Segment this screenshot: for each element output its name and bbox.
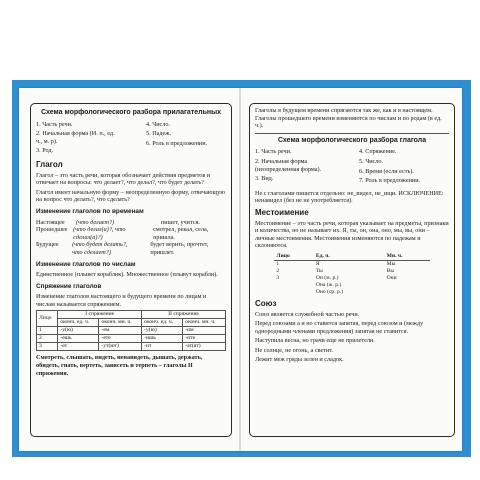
scheme-item: 2. Начальная форма: [255, 157, 308, 165]
scheme-item: 6. Время (если есть).: [359, 167, 414, 175]
scheme-item: 1. Часть речи.: [255, 148, 292, 156]
right-page: [249, 103, 455, 437]
table-cell: Вы: [386, 267, 395, 274]
table-row: [37, 343, 226, 351]
table-row: [274, 260, 429, 268]
tense-question: (что будет делать?, что сделает?): [72, 241, 128, 256]
table-cell: Они: [386, 274, 397, 281]
ne-rule: Не с глаголами пишется отдельно: не_видел, не_ищи. ИСКЛЮЧЕНИЕ: ненавидел (без не не употребляется).: [255, 189, 444, 205]
verb-heading: Глагол: [36, 159, 63, 169]
verb-tense-intro: Глаголы в будущем времени спрягаются так же, как и в настоящем. Глаголы прошедшего времени изменяются по числам и по родам (в ед. ч.).: [255, 107, 442, 130]
adjective-scheme: [36, 121, 226, 157]
table-row: [274, 268, 429, 275]
table-row: [37, 327, 226, 335]
table-header: Мн. ч.: [385, 253, 430, 261]
table-cell: Я: [315, 260, 320, 267]
tense-label: Будущее: [36, 241, 59, 249]
scheme-item: 6. Роль в предложении.: [146, 139, 208, 147]
verb-scheme: [255, 148, 449, 186]
table-subheader: оконч. мн. ч.: [99, 319, 142, 327]
table-cell: 1: [37, 327, 58, 335]
union-definition: Союз является служебной частью речи.: [255, 310, 360, 318]
table-cell: -им: [183, 327, 226, 335]
table-cell: Ты: [315, 267, 323, 274]
scheme-item: 3. Вид.: [255, 175, 274, 183]
verb-definition: Глагол – это часть речи, которая обозначает действия предметов и отвечает на вопросы: что делает?, что делал?, что будет делать?: [36, 171, 211, 187]
table-header: II спряжение: [142, 311, 226, 319]
union-example: Не солнце, не огонь, а светит.: [255, 346, 333, 354]
left-page: [30, 103, 232, 437]
table-cell: -у(ю): [58, 327, 99, 335]
table-header: I спряжение: [58, 311, 142, 319]
table-cell: -ем: [99, 327, 142, 335]
table-cell: -ит: [142, 343, 183, 351]
tense-list: [36, 219, 226, 257]
divider: [255, 133, 449, 134]
tense-row: [36, 226, 226, 241]
pronoun-heading: Местоимение: [255, 207, 309, 217]
table-row: [274, 275, 429, 282]
table-cell: 2: [37, 335, 58, 343]
table-cell: 1: [276, 260, 280, 267]
tense-label: Прошедшее: [36, 226, 68, 234]
table-cell: [274, 282, 313, 289]
scheme-item: 1. Часть речи.: [36, 120, 73, 128]
pronoun-definition: Местоимение – это часть речи, которая указывает на предметы, признаки и количества, но не называет их. Я, ты, он, она, оно, мы, вы, они – личные местоимения. Местоимения изменяются по падежам и склоняются.: [255, 219, 449, 250]
union-example: Наступила весна, но грачи еще не прилетели.: [255, 337, 375, 345]
scheme-item: 4. Число.: [146, 120, 170, 128]
tense-question: (что делает?): [76, 218, 115, 226]
scheme-item: 4. Спряжение.: [359, 148, 397, 156]
table-cell: -ат(ят): [183, 343, 226, 351]
adjective-scheme-title: Схема морфологического разбора прилагательных: [40, 109, 221, 116]
verb-initial-form: Глагол имеет начальную форму – неопределенную форму, отвечающую на вопрос что делать?, что сделать?: [36, 188, 226, 204]
tense-example: пишет, учится.: [161, 218, 200, 226]
table-header: Лицо: [274, 253, 313, 261]
scheme-item: 2. Начальная форма (И. п., ед. ч., м. р).: [36, 130, 115, 145]
table-cell: Оно (ср. р.): [315, 288, 344, 295]
tense-row: [36, 241, 226, 256]
table-cell: [274, 289, 313, 296]
table-cell: -ите: [183, 335, 226, 343]
conjugation-heading: Спряжение глаголов: [36, 282, 102, 290]
tense-heading: Изменение глаголов по временам: [36, 207, 144, 215]
table-header: Ед. ч.: [314, 253, 385, 261]
table-row: [37, 335, 226, 343]
table-row: [274, 282, 429, 289]
table-cell: [385, 289, 430, 296]
table-cell: -ет: [58, 343, 99, 351]
union-rule: Перед союзами а и но ставится запятая, перед союзом и (между однородными членами предложения) запятая не ставится.: [255, 320, 424, 335]
scheme-item: 3. Род.: [36, 147, 54, 155]
table-cell: -ете: [99, 335, 142, 343]
tense-label: Настоящее: [36, 218, 65, 226]
tense-example: будет верить, прочтет, пришлет.: [150, 241, 209, 256]
scheme-item: 5. Число.: [359, 157, 383, 165]
union-heading: Союз: [255, 298, 277, 308]
scheme-item: 7. Роль в предложении.: [359, 177, 421, 185]
table-row: [274, 289, 429, 296]
number-heading: Изменение глаголов по числам: [36, 260, 136, 268]
tense-example: смотрел, рекал, села, пришла.: [153, 226, 209, 241]
table-header: Лицо: [37, 311, 58, 327]
table-cell: -у(ю): [142, 327, 183, 335]
scheme-item: 5. Падеж.: [146, 130, 172, 138]
table-cell: 3: [276, 274, 280, 281]
table-cell: 3: [37, 343, 58, 351]
conjugation-table: [36, 310, 226, 351]
tense-row: [36, 219, 226, 227]
table-cell: 2: [276, 267, 280, 274]
table-subheader: оконч. ед. ч.: [58, 319, 99, 327]
pronoun-table: [274, 253, 429, 296]
book-gutter: [239, 88, 241, 451]
exceptions-note: Смотреть, слышать, видеть, ненавидеть, дышать, держать, обидеть, гнать, вертеть, зависеть и терпеть – глаголы II спряжения.: [36, 354, 203, 377]
table-cell: Мы: [386, 260, 396, 267]
tense-question: (что делал(а)?, что сделал(а)?): [73, 226, 126, 241]
table-cell: -ут(ют): [99, 343, 142, 351]
table-cell: Она (ж. р.): [315, 281, 342, 288]
conjugation-text: Изменение глаголов настоящего и будущего времени по лицам и числам называется спряжением.: [36, 293, 207, 308]
union-example: Лежит меж гряды зелен и сладок.: [255, 356, 344, 364]
number-text: Единственное (плывет кораблик). Множественное (плывут корабли).: [36, 271, 218, 279]
table-subheader: оконч. мн. ч.: [183, 319, 226, 327]
table-subheader: оконч. ед. ч.: [142, 319, 183, 327]
verb-scheme-title: Схема морфологического разбора глагола: [277, 136, 427, 144]
table-cell: Он (м. р.): [315, 274, 339, 281]
scheme-item: (неопределенная форма).: [255, 165, 322, 173]
table-cell: -ешь: [58, 335, 99, 343]
table-cell: [385, 282, 430, 289]
table-cell: -ишь: [142, 335, 183, 343]
